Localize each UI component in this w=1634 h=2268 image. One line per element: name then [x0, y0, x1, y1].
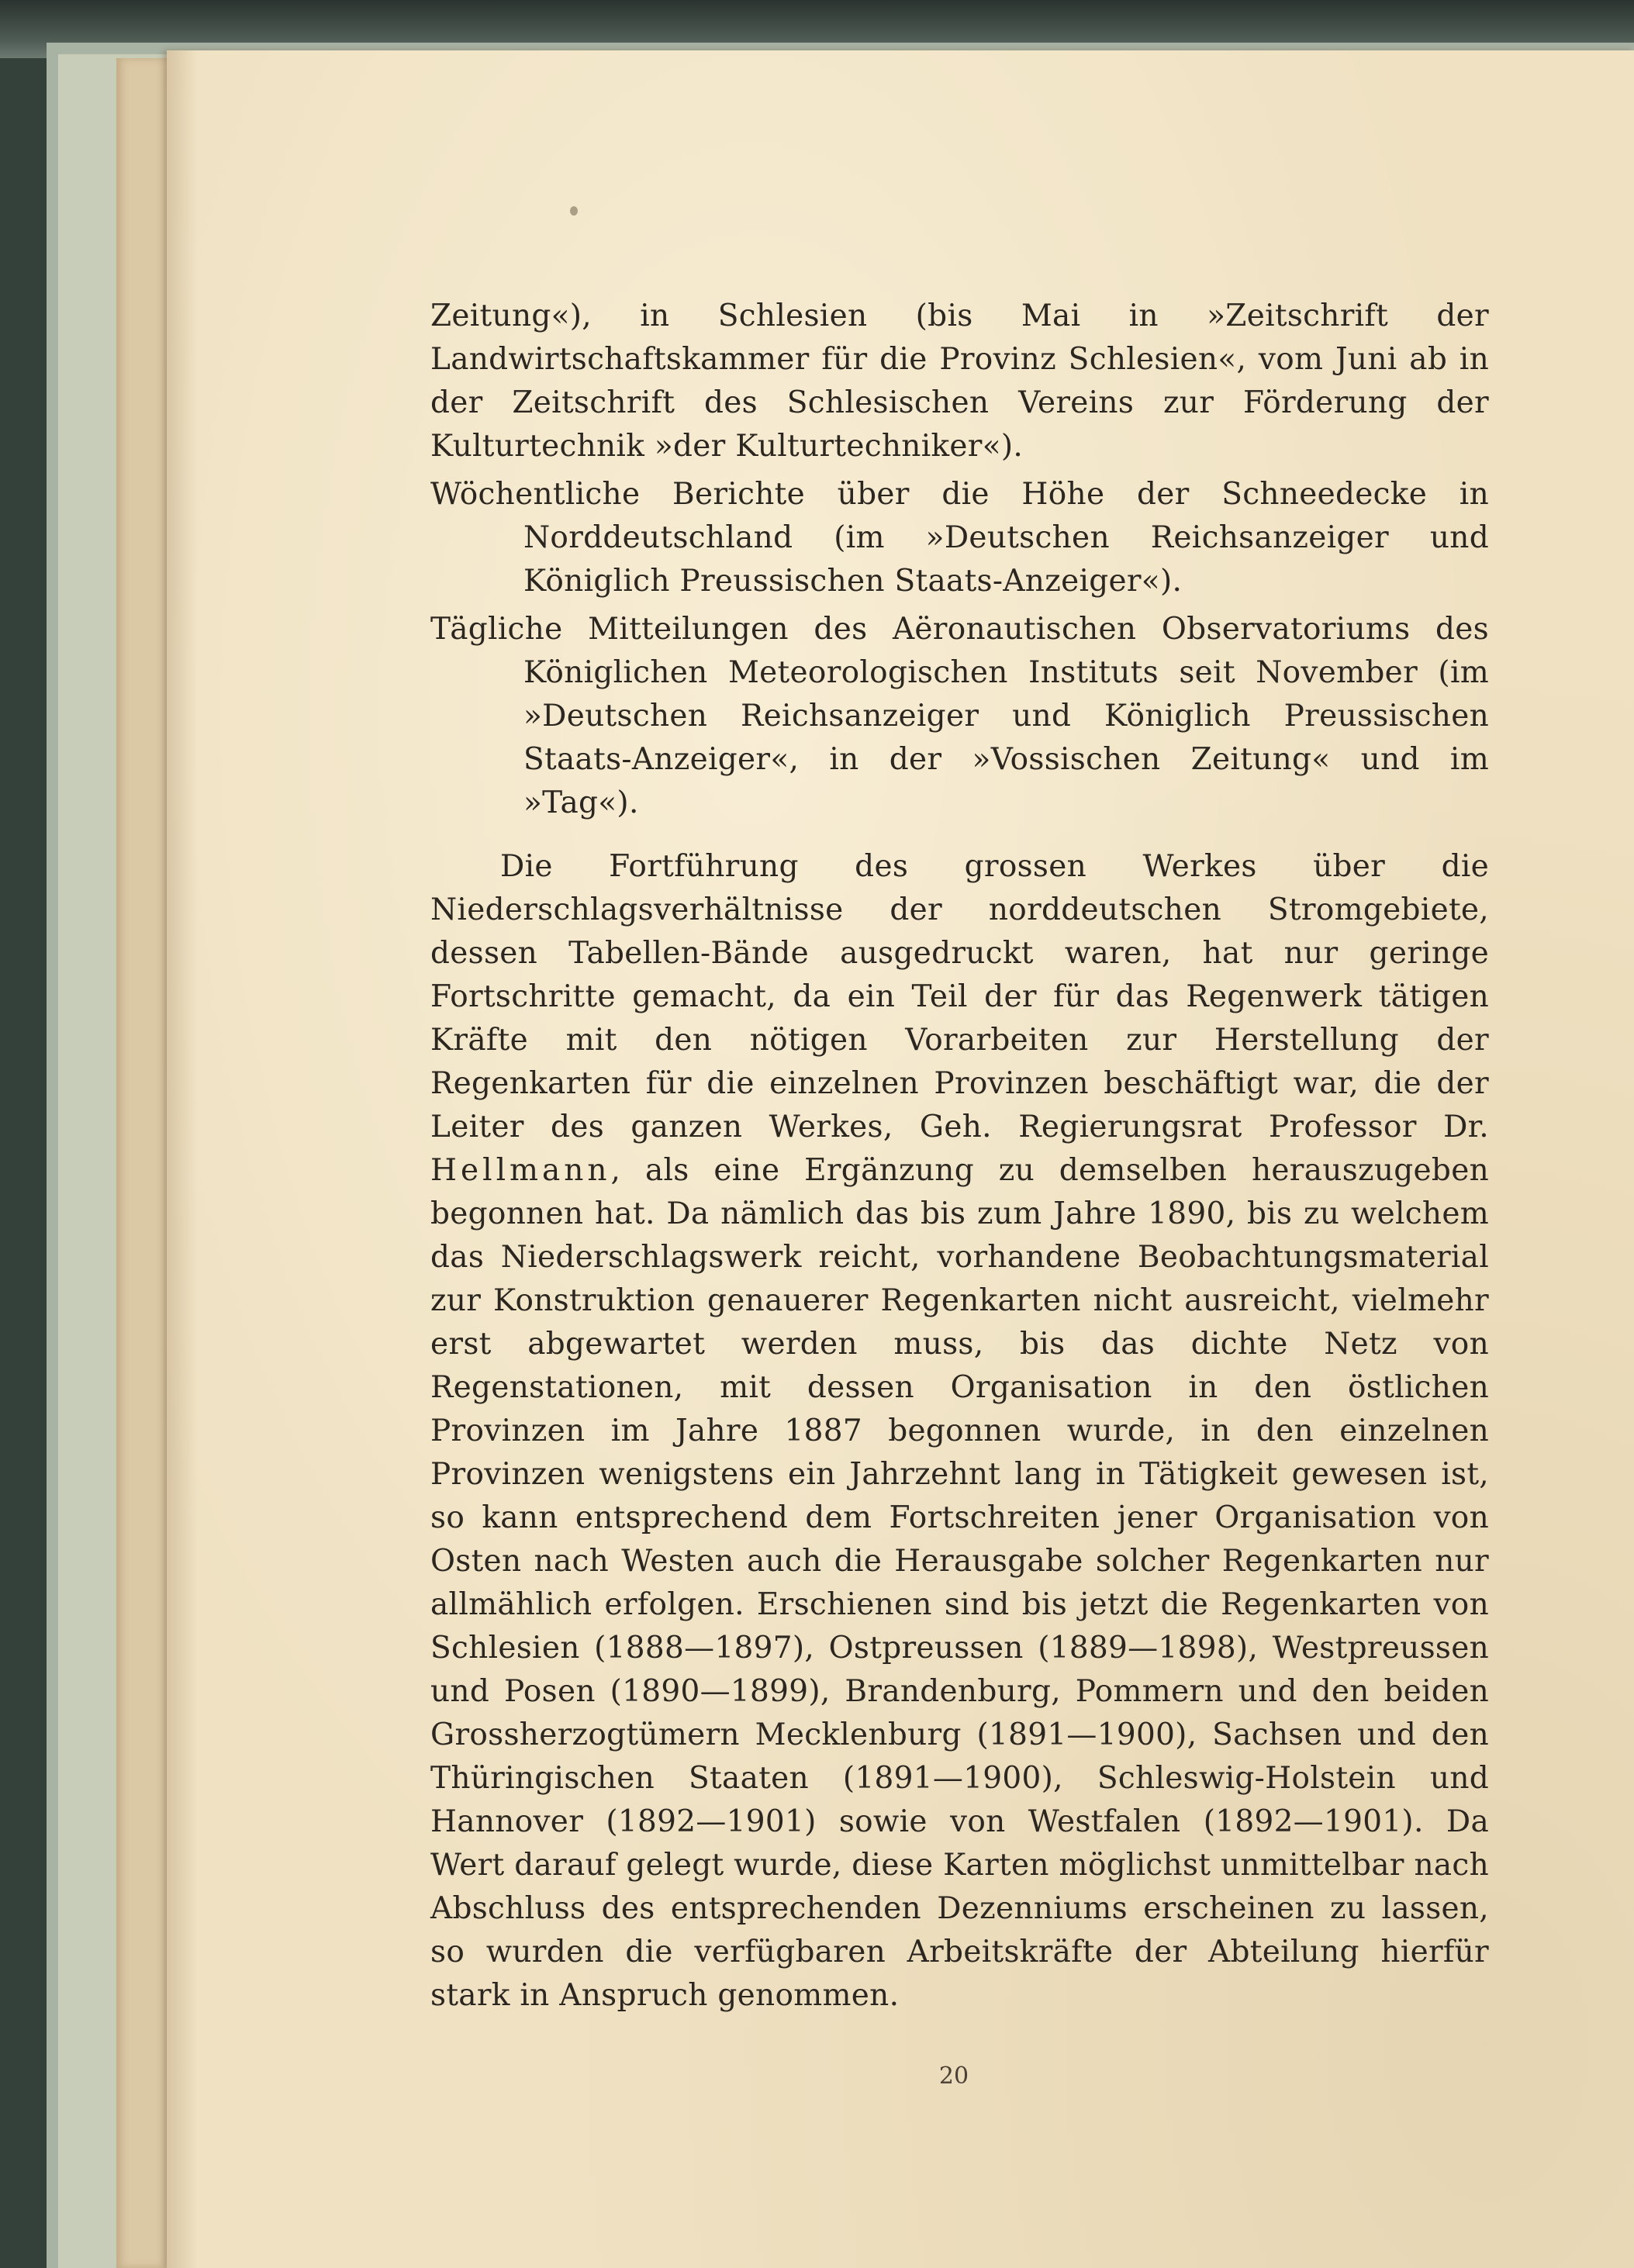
paragraph-text-part-1: Die Fortführung des grossen Werkes über die Niederschlagsverhältnisse der norddeutschen Stromgebiete, dessen Tabellen-Bände ausgedruckt waren, hat nur geringe Fortschritte gemacht, da ein Teil der für das Regenwerk tätigen Kräfte mit den nötigen Vorarbeiten zur Herstellung der Regenkarten für die einzelnen Provinzen beschäftigt war, die der Leiter des ganzen Werkes, Geh. Regierungsrat Professor Dr.	[430, 849, 1489, 1144]
author-name: Hellmann	[430, 1153, 611, 1188]
paragraph-text-part-2: , als eine Ergänzung zu demselben herauszugeben begonnen hat. Da nämlich das bis zum Jahre 1890, bis zu welchem das Niederschlagswerk reicht, vorhandene Beobachtungsmaterial zur Konstruktion genauerer Regenkarten nicht ausreicht, vielmehr erst abgewartet werden muss, bis das dichte Netz von Regenstationen, mit dessen Organisation in den östlichen Provinzen im Jahre 1887 begonnen wurde, in den einzelnen Provinzen wenigstens ein Jahrzehnt lang in Tätigkeit gewesen ist, so kann entsprechend dem Fortschreiten jener Organisation von Osten nach Westen auch die Herausgabe solcher Regenkarten nur allmählich erfolgen. Erschienen sind bis jetzt die Regenkarten von Schlesien (1888—1897), Ostpreussen (1889—1898), Westpreussen und Posen (1890—1899), Brandenburg, Pommern und den beiden Grossherzogtümern Mecklenburg (1891—1900), Sachsen und den Thüringischen Staaten (1891—1900), Schleswig-Holstein und Hannover (1892—1901) sowie von Westfalen (1892—1901). Da Wert darauf gelegt wurde, diese Karten möglichst unmittelbar nach Abschluss des entsprechenden Dezenniums erscheinen zu lassen, so wurden die verfügbaren Arbeitskräfte der Abteilung hierfür stark in Anspruch genommen.	[430, 1153, 1489, 2013]
body-paragraph	[430, 845, 1489, 2018]
list-entry-snow-reports: Wöchentliche Berichte über die Höhe der Schneedecke in Norddeutschland (im »Deutschen Reichsanzeiger und Königlich Preussischen Staats-Anzeiger«).	[430, 477, 1489, 599]
list-entry-observatory-reports: Tägliche Mitteilungen des Aëronautischen Observatoriums des Königlichen Meteorologischen Instituts seit November (im »Deutschen Reichsanzeiger und Königlich Preussischen Staats-Anzeiger«, in der »Vossischen Zeitung« und im »Tag«).	[430, 612, 1489, 820]
page-number: 20	[938, 2063, 969, 2090]
page-text	[430, 295, 1489, 2018]
continued-entry: Zeitung«), in Schlesien (bis Mai in »Zeitschrift der Landwirtschaftskammer für die Provinz Schlesien«, vom Juni ab in der Zeitschrift des Schlesischen Vereins zur Förderung der Kulturtechnik »der Kulturtechniker«).	[430, 299, 1489, 464]
paper-speck	[570, 206, 578, 216]
gutter-shadow	[167, 50, 198, 2268]
